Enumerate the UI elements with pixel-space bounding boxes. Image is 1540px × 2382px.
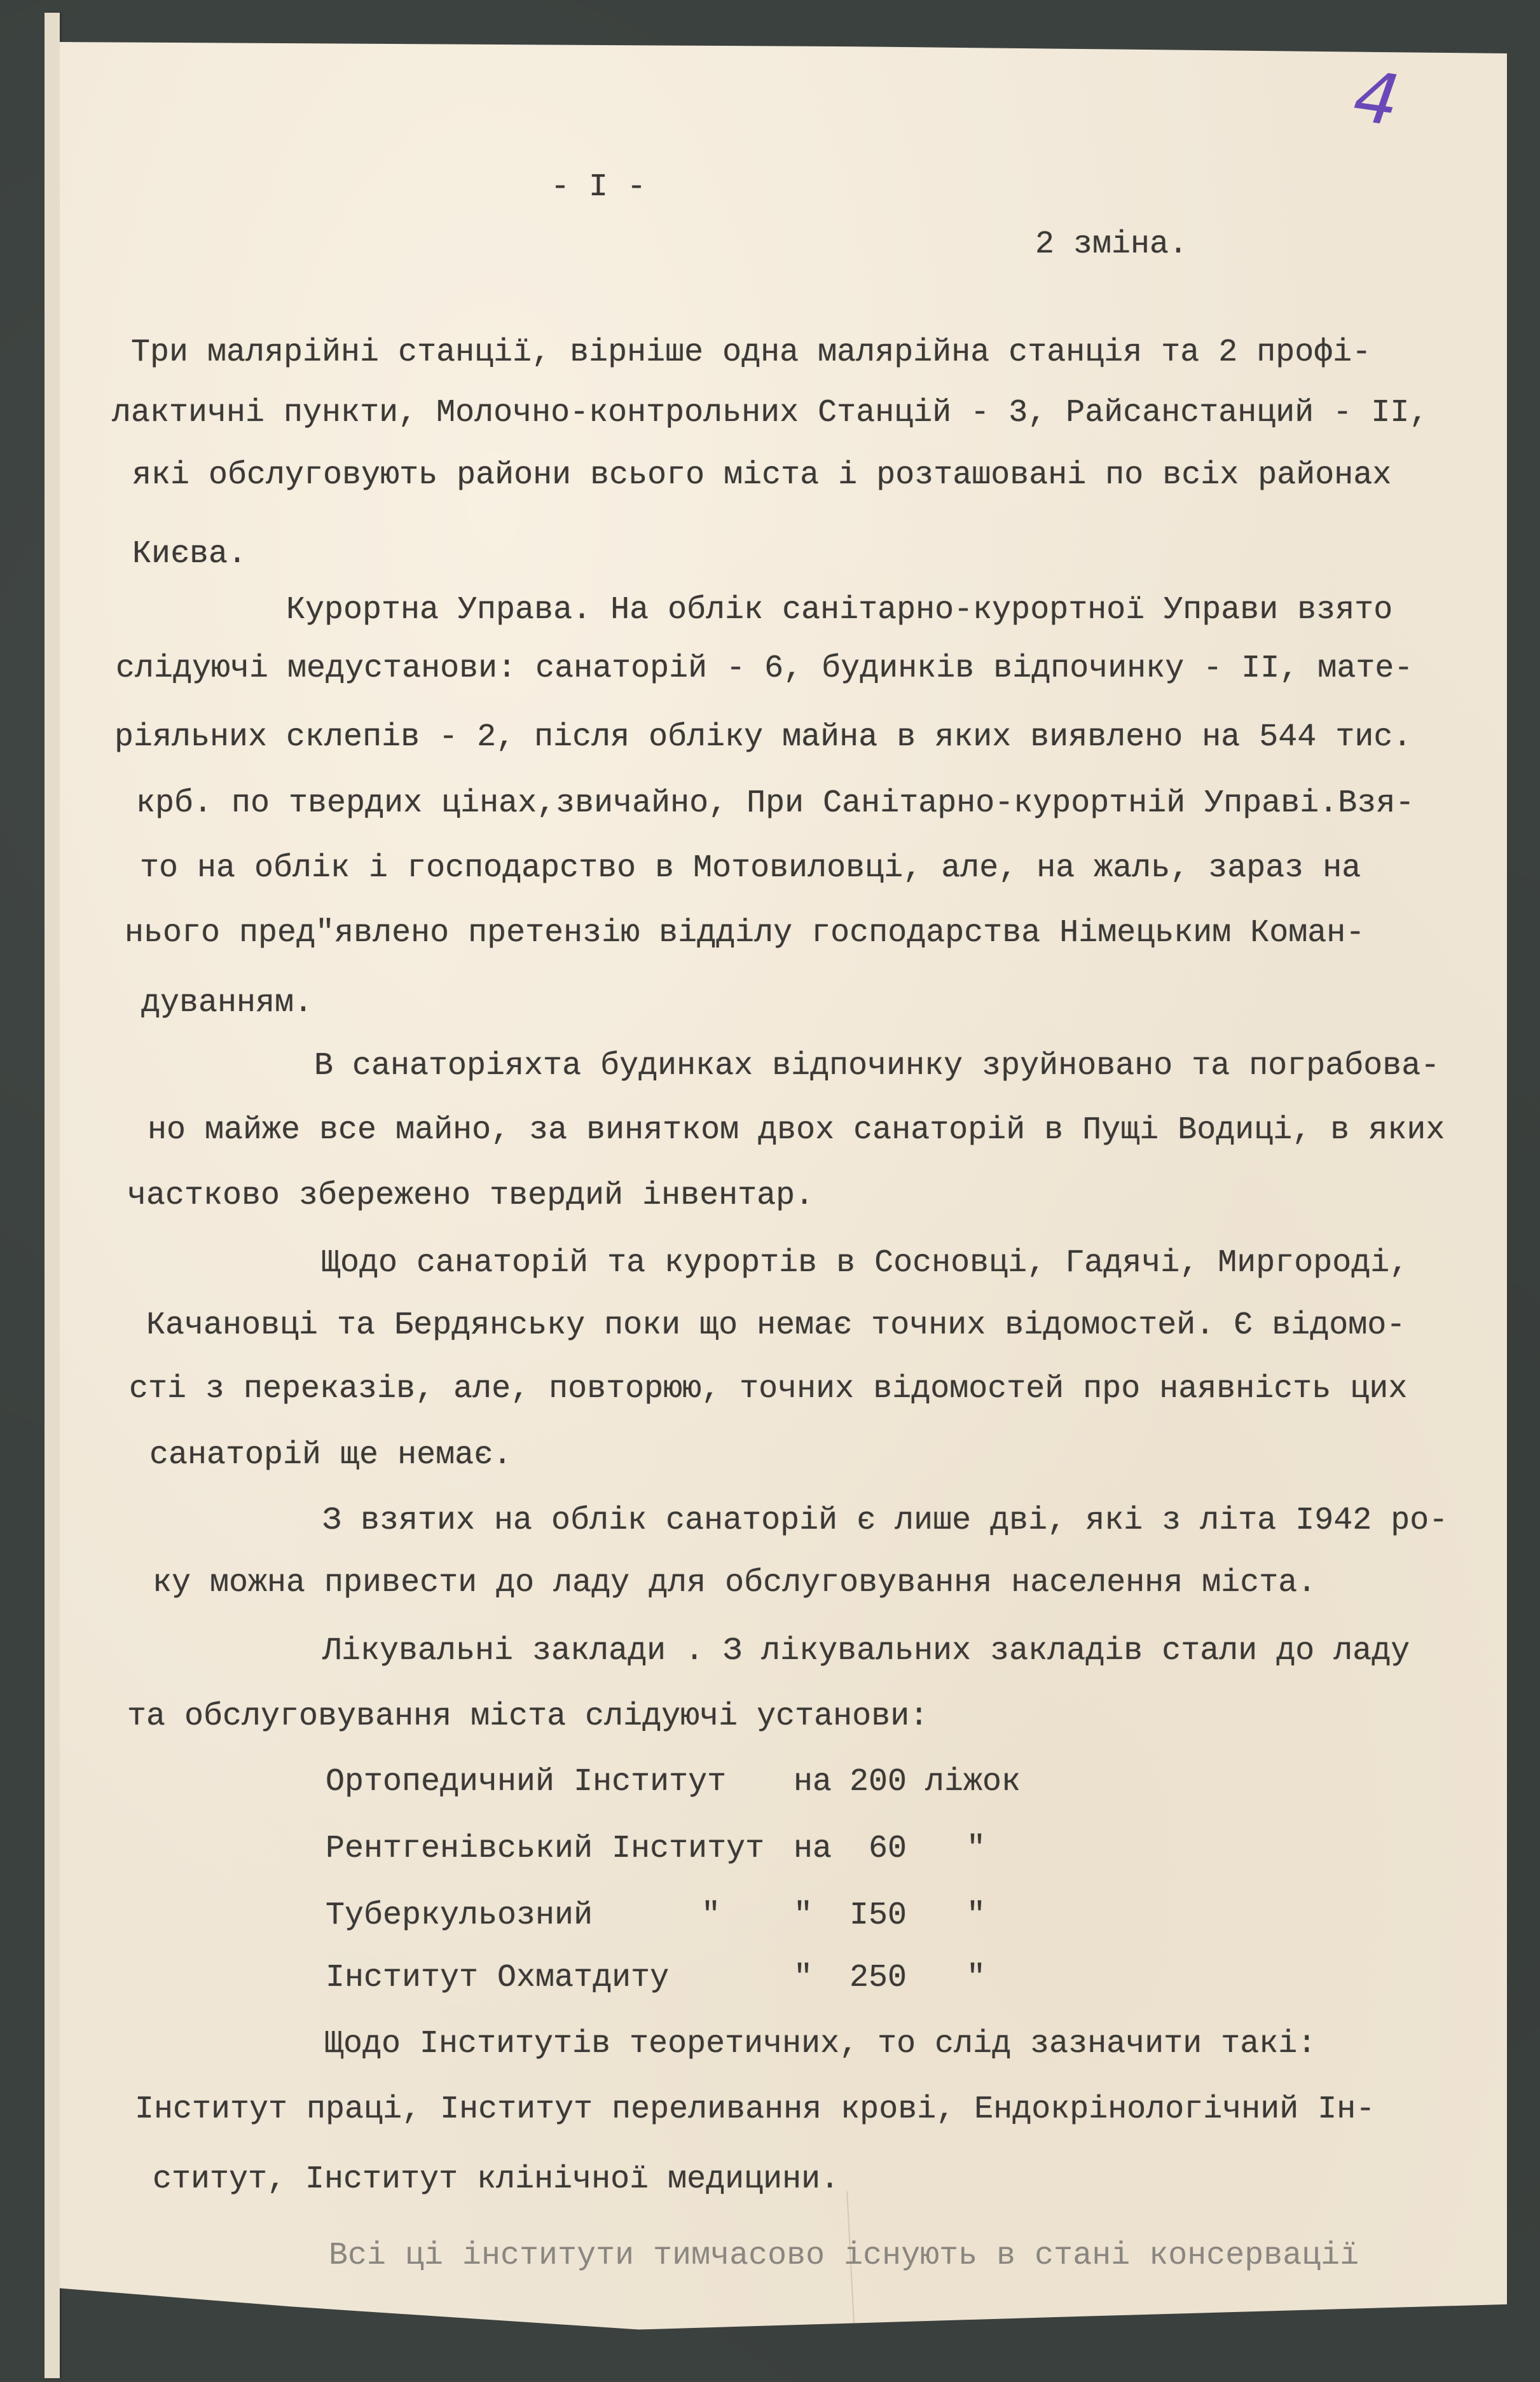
institute-beds: 250 [849,1960,907,1996]
institute-prep: на [794,1764,832,1800]
text-line: лактичні пункти, Молочно-контрольних Станцій - 3, Райсанстанций - II, [112,395,1429,431]
text-line: ку можна привести до ладу для обслуговування населення міста. [153,1565,1317,1601]
text-line: З взятих на облік санаторій є лише дві, які з літа I942 ро- [322,1503,1448,1539]
institute-beds: 60 [869,1831,907,1867]
text-line: крб. по твердих цінах,звичайно, При Санітарно-курортній Управі.Взя- [136,785,1415,822]
institute-prep: " [794,1897,813,1934]
institute-unit: " [966,1831,986,1867]
text-line: сті з переказів, але, повторюю, точних відомостей про наявність цих [129,1371,1408,1407]
text-line: то на облік і господарство в Мотовиловці, але, на жаль, зараз на [140,850,1361,886]
institute-unit: " [966,1960,986,1996]
text-line: Качановці та Бердянську поки що немає точних відомостей. Є відомо- [146,1307,1406,1344]
table-row [0,1830,1540,1868]
text-line: дуванням. [141,985,313,1021]
text-line: Щодо Інститутів теоретичних, то слід зазначити такі: [324,2026,1317,2062]
text-line: Всі ці інститути тимчасово існують в стані консервації [329,2238,1359,2274]
shift-label: 2 зміна. [1035,226,1188,263]
text-line: Щодо санаторій та курортів в Сосновці, Гадячі, Миргороді, [321,1245,1409,1281]
table-row [0,1959,1540,1997]
folio-number-handwritten: 4 [1349,55,1405,142]
institute-unit: " [966,1897,986,1934]
institute-name: Ортопедичний Інститут [326,1764,727,1800]
institute-beds: I50 [849,1897,907,1934]
institute-beds: 200 [849,1764,907,1800]
institute-name: Рентгенівський Інститут [326,1831,765,1867]
text-line: Лікувальні заклади . З лікувальних закладів стали до ладу [322,1633,1410,1669]
text-line: Києва. [132,536,247,572]
text-line: які обслуговують райони всього міста і розташовані по всіх районах [132,457,1392,493]
text-line: нього пред"явлено претензію відділу господарства Німецьким Коман- [125,915,1365,951]
text-line: слідуючі медустанови: санаторій - 6, будинків відпочинку - II, мате- [116,651,1413,687]
institute-unit: ліжок [925,1764,1021,1800]
institute-ditto: " [701,1897,721,1934]
institute-prep: на [794,1831,832,1867]
text-line: ріяльних склепів - 2, після обліку майна в яких виявлено на 544 тис. [114,719,1412,755]
page-number: - I - [551,169,647,205]
text-line: ститут, Інститут клінічної медицини. [153,2161,840,2198]
institute-name: Інститут Охматдиту [326,1960,670,1996]
institute-name: Туберкульозний [326,1897,593,1934]
text-line: частково збережено твердий інвентар. [127,1178,815,1214]
text-line: но майже все майно, за винятком двох санаторій в Пущі Водиці, в яких [148,1112,1445,1148]
institute-prep: " [794,1960,813,1996]
text-line: В санаторіяхта будинках відпочинку зруйновано та пограбова- [314,1048,1440,1084]
binding-strip [45,13,60,2378]
text-line: Інститут праці, Інститут переливання крові, Ендокрінологічний Ін- [135,2091,1375,2128]
text-line: санаторій ще немає. [149,1437,512,1473]
text-line: Курортна Управа. На облік санітарно-курортної Управи взято [286,592,1393,628]
text-line: Три малярійні станції, вірніше одна малярійна станція та 2 профі- [131,334,1372,371]
table-row [0,1763,1540,1801]
table-row [0,1897,1540,1935]
text-line: та обслуговування міста слідуючі установи: [127,1698,929,1735]
